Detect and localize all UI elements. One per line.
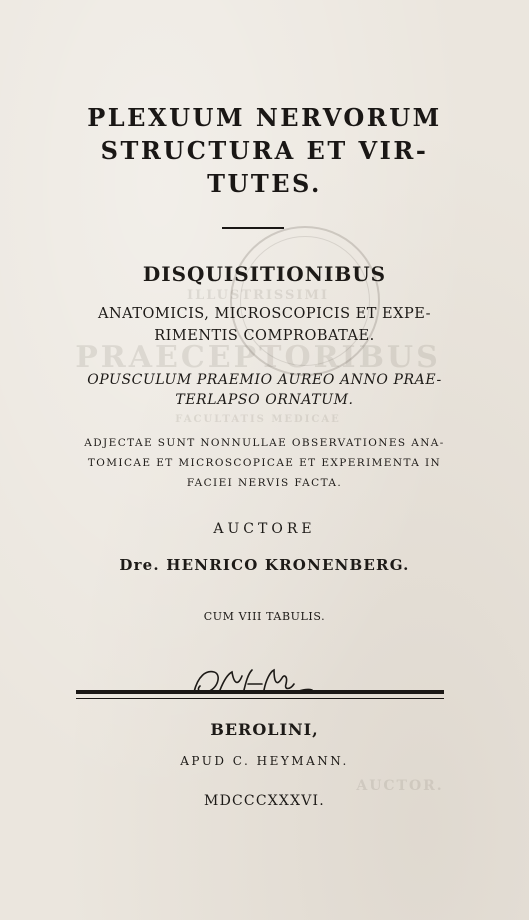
subtitle-line-2: RIMENTIS COMPROBATAE. [154, 328, 375, 344]
addendum-line-2: TOMICAE ET MICROSCOPICAE ET EXPERIMENTA IN [87, 457, 442, 469]
subtitle-heading: DISQUISITIONIBUS [142, 262, 387, 286]
award-line-1: OPUSCULUM PRAEMIO AUREO ANNO PRAE- [87, 372, 442, 388]
bleed-through-line-3: FACULTATIS MEDICAE [175, 414, 341, 425]
imprint-publisher: APUD C. HEYMANN. [180, 754, 349, 768]
short-divider [222, 227, 284, 229]
bleed-through-line-4: AUCTOR. [356, 778, 444, 794]
subtitle-line-1: ANATOMICIS, MICROSCOPICIS ET EXPE- [98, 306, 431, 322]
award-line-2: TERLAPSO ORNATUM. [175, 392, 354, 408]
auctore-label: AUCTORE [213, 521, 316, 537]
title-line-2: STRUCTURA ET VIR- [100, 136, 429, 165]
imprint-year: MDCCCXXXVI. [204, 793, 325, 809]
plates-note: CUM VIII TABULIS. [203, 610, 326, 623]
title-line-1: PLEXUUM NERVORUM [87, 103, 442, 132]
author-name: Dre. HENRICO KRONENBERG. [119, 556, 410, 574]
handwritten-signature [188, 662, 316, 702]
imprint-place: BEROLINI, [210, 720, 319, 739]
title-line-3: TUTES. [207, 169, 322, 198]
thin-rule [76, 698, 444, 699]
library-stamp [230, 226, 380, 376]
bleed-through-line-2: PRAECEPTORIBUS [75, 340, 441, 375]
bleed-through-line-1: ILLUSTRISSIMI [187, 288, 329, 303]
thick-rule [76, 690, 444, 694]
addendum-line-3: FACIEI NERVIS FACTA. [186, 477, 343, 489]
addendum-line-1: ADJECTAE SUNT NONNULLAE OBSERVATIONES ANA- [84, 437, 445, 449]
